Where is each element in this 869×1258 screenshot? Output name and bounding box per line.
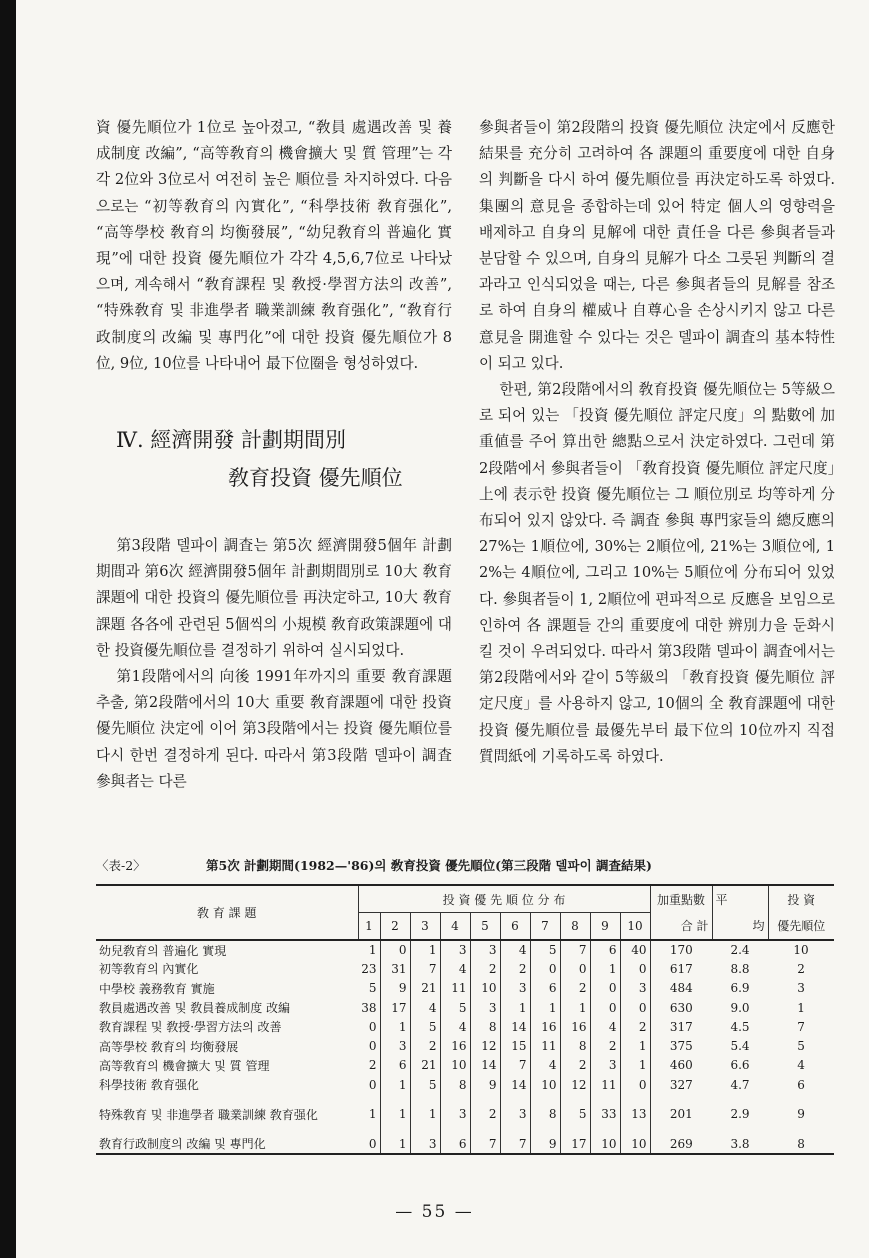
table-row — [96, 959, 834, 978]
average: 2.9 — [730, 1107, 750, 1122]
table-row — [96, 1075, 834, 1094]
dist-cell: 2 — [620, 1017, 650, 1036]
dist-cell: 1 — [560, 998, 590, 1017]
header-rank-7: 7 — [530, 913, 560, 941]
weighted-total: 630 — [669, 1000, 693, 1015]
dist-cell: 0 — [358, 1075, 380, 1094]
dist-cell: 7 — [500, 1056, 530, 1075]
average: 8.8 — [730, 961, 750, 976]
dist-cell: 3 — [470, 998, 500, 1017]
right-text-column — [479, 115, 835, 770]
dist-cell: 13 — [620, 1094, 650, 1134]
row-subject: 中學校 義務敎育 實施 — [99, 981, 215, 996]
dist-cell: 11 — [590, 1075, 620, 1094]
dist-cell: 14 — [500, 1017, 530, 1036]
dist-cell: 6 — [380, 1056, 410, 1075]
dist-cell: 14 — [500, 1075, 530, 1094]
dist-cell: 23 — [358, 959, 380, 978]
weighted-total: 460 — [669, 1058, 693, 1073]
dist-cell: 1 — [530, 998, 560, 1017]
weighted-total: 269 — [650, 1134, 712, 1153]
right-paragraph-1: 參與者들이 第2段階의 投資 優先順位 決定에서 反應한 結果를 充分히 고려하여 各 課題의 重要度에 대한 自身의 判斷을 다시 하여 優先順位를 再決定하도록 하였다. 集團의 意見을 종합하는데 있어 特定 個人의 영향력을 배제하고 自身의 見解에 대한 責任을 다른 參與者들과 분담할 수 있으며, 自身의 見解가 다소 그릇된 判斷의 결과라고 인식되었을 때는, 다른 參與者들의 見解를 참조로 하여 自身의 權威나 自尊心을 손상시키지 않고 다른 意見을 開進할 수 있다는 것은 델파이 調査의 基本特性이 되고 있다. — [479, 119, 835, 372]
dist-cell: 4 — [440, 959, 470, 978]
weighted-total: 484 — [669, 981, 693, 996]
dist-cell: 21 — [410, 1056, 440, 1075]
dist-cell: 1 — [380, 1094, 410, 1134]
row-subject: 高等敎育의 機會擴大 및 質 管理 — [99, 1058, 270, 1073]
dist-cell: 5 — [560, 1094, 590, 1134]
table-tag: 〈表-2〉 — [96, 858, 146, 873]
dist-cell: 10 — [440, 1056, 470, 1075]
dist-cell: 1 — [410, 1094, 440, 1134]
row-subject: 幼兒敎育의 普遍化 實現 — [99, 943, 227, 958]
average: 2.4 — [730, 943, 750, 958]
dist-cell: 17 — [560, 1134, 590, 1153]
dist-cell: 2 — [470, 1094, 500, 1134]
header-rank-9: 9 — [590, 913, 620, 941]
dist-cell: 3 — [440, 940, 470, 959]
dist-cell: 4 — [500, 940, 530, 959]
table-row — [96, 940, 834, 959]
priority-table — [96, 884, 834, 1155]
dist-cell: 14 — [470, 1056, 500, 1075]
dist-cell: 7 — [470, 1134, 500, 1153]
dist-cell: 5 — [530, 940, 560, 959]
weighted-total: 327 — [669, 1077, 693, 1092]
dist-cell: 6 — [530, 979, 560, 998]
row-subject: 敎員處遇改善 및 敎員養成制度 改編 — [99, 1001, 291, 1016]
dist-cell: 9 — [530, 1134, 560, 1153]
dist-cell: 3 — [620, 979, 650, 998]
dist-cell: 7 — [560, 940, 590, 959]
dist-cell: 1 — [380, 1017, 410, 1036]
average: 9.0 — [730, 1000, 750, 1015]
header-rank-2: 2 — [380, 913, 410, 941]
dist-cell: 7 — [500, 1134, 530, 1153]
table-caption — [96, 856, 836, 874]
dist-cell: 1 — [590, 959, 620, 978]
dist-cell: 0 — [590, 979, 620, 998]
dist-cell: 2 — [500, 959, 530, 978]
dist-cell: 1 — [358, 940, 380, 959]
dist-cell: 6 — [590, 940, 620, 959]
header-average-top: 平 — [712, 885, 768, 913]
row-subject: 初等敎育의 內實化 — [99, 962, 199, 977]
priority-rank: 6 — [797, 1077, 805, 1092]
table-row — [96, 1036, 834, 1055]
left-paragraph-1: 資 優先順位가 1位로 높아졌고, “敎員 處遇改善 및 養成制度 改編”, “高等敎育의 機會擴大 및 質 管理”는 각각 2位와 3位로서 여전히 높은 順位를 차지하였다. 다음으로는 “初等敎育의 內實化”, “科學技術 敎育强化”, “高等學校 敎育의 均衡發展”, “幼兒敎育의 普遍化 實現”에 대한 投資 優先順位가 각각 4,5,6,7位로 나타났으며, 계속해서 “敎育課程 및 敎授·學習方法의 改善”, “特殊敎育 및 非進學者 職業訓練 敎育强化”, “敎育行政制度의 改編 및 專門化”에 대한 投資 優先順位가 8位, 9位, 10位를 나타내어 最下位圈을 형성하였다. — [96, 119, 452, 372]
row-subject: 科學技術 敎育强化 — [99, 1078, 199, 1093]
dist-cell: 16 — [530, 1017, 560, 1036]
dist-cell: 1 — [500, 998, 530, 1017]
priority-rank: 9 — [797, 1107, 805, 1122]
dist-cell: 2 — [590, 1036, 620, 1055]
average: 3.8 — [712, 1134, 768, 1153]
dist-cell: 31 — [380, 959, 410, 978]
priority-rank: 4 — [797, 1058, 805, 1073]
average: 4.5 — [730, 1019, 750, 1034]
priority-rank: 5 — [797, 1039, 805, 1054]
row-subject: 敎育行政制度의 改編 및 專門化 — [96, 1134, 358, 1153]
dist-cell: 4 — [590, 1017, 620, 1036]
priority-rank: 8 — [768, 1134, 834, 1153]
weighted-total: 170 — [669, 943, 693, 958]
header-rank-1: 1 — [358, 913, 380, 941]
dist-cell: 21 — [410, 979, 440, 998]
dist-cell: 5 — [358, 979, 380, 998]
dist-cell: 10 — [620, 1134, 650, 1153]
dist-cell: 0 — [620, 959, 650, 978]
average: 6.9 — [730, 981, 750, 996]
table-header-row-1 — [96, 885, 834, 913]
dist-cell: 33 — [590, 1094, 620, 1134]
left-paragraph-2: 第3段階 델파이 調査는 第5次 經濟開發5個年 計劃期間과 第6次 經濟開發5個年 計劃期間別로 10大 敎育課題에 대한 投資의 優先順位를 再決定하고, 10大 敎育課題 各各에 관련된 5個씩의 小規模 敎育政策課題에 대한 投資優先順位를 결정하기 위하여 실시되었다. — [96, 537, 452, 659]
priority-rank: 1 — [797, 1000, 805, 1015]
dist-cell: 0 — [358, 1017, 380, 1036]
header-weighted-bottom: 合 計 — [650, 913, 712, 941]
header-priority-bottom: 優先順位 — [768, 913, 834, 941]
dist-cell: 3 — [500, 979, 530, 998]
header-rank-6: 6 — [500, 913, 530, 941]
dist-cell: 1 — [380, 1134, 410, 1153]
row-subject: 特殊敎育 및 非進學者 職業訓練 敎育强化 — [99, 1107, 318, 1122]
right-paragraph-2: 한편, 第2段階에서의 敎育投資 優先順位는 5等級으로 되어 있는 「投資 優先順位 評定尺度」의 點數에 加重値를 주어 算出한 總點으로서 決定하였다. 그런데 第2段階에서 參與者들이 「敎育投資 優先順位 評定尺度」上에 表示한 投資 優先順位는 그 順位別로 均等하게 分布되어 있지 않았다. 즉 調査 參與 專門家들의 總反應의 27%는 1順位에, 30%는 2順位에, 21%는 3順位에, 12%는 4順位에, 그리고 10%는 5順位에 分布되어 있었다. 參與者들이 1, 2順位에 편파적으로 反應을 보임으로 인하여 各 課題들 간의 重要度에 대한 辨別力을 둔화시킬 것이 우려되었다. 따라서 第3段階 델파이 調査에서는 第2段階에서와 같이 5等級의 「敎育投資 優先順位 評定尺度」를 사용하지 않고, 10個의 全 敎育課題에 대한 投資 優先順位를 最優先부터 最下位의 10位까지 직접 質問紙에 기록하도록 하였다. — [479, 381, 835, 765]
dist-cell: 0 — [358, 1036, 380, 1055]
table-row — [96, 1017, 834, 1036]
table-row — [96, 979, 834, 998]
table-body — [96, 940, 834, 1154]
dist-cell: 8 — [560, 1036, 590, 1055]
dist-cell: 2 — [560, 979, 590, 998]
table-row — [96, 1134, 834, 1153]
page-binding-edge — [0, 0, 16, 1258]
row-subject: 高等學校 敎育의 均衡發展 — [99, 1039, 239, 1054]
dist-cell: 3 — [380, 1036, 410, 1055]
dist-cell: 3 — [470, 940, 500, 959]
dist-cell: 4 — [410, 998, 440, 1017]
dist-cell: 3 — [590, 1056, 620, 1075]
dist-cell: 6 — [440, 1134, 470, 1153]
header-rank-8: 8 — [560, 913, 590, 941]
dist-cell: 0 — [560, 959, 590, 978]
dist-cell: 0 — [620, 1075, 650, 1094]
section-title-line-2: 敎育投資 優先順位 — [228, 466, 403, 491]
dist-cell: 1 — [620, 1056, 650, 1075]
weighted-total: 201 — [669, 1107, 693, 1122]
dist-cell: 9 — [470, 1075, 500, 1094]
dist-cell: 2 — [470, 959, 500, 978]
dist-cell: 5 — [410, 1017, 440, 1036]
dist-cell: 9 — [380, 979, 410, 998]
dist-cell: 1 — [358, 1094, 380, 1134]
table-title: 第5次 計劃期間(1982—'86)의 敎育投資 優先順位(第三段階 델파이 調査結果) — [206, 858, 652, 873]
dist-cell: 4 — [530, 1056, 560, 1075]
dist-cell: 12 — [470, 1036, 500, 1055]
header-rank-3: 3 — [410, 913, 440, 941]
dist-cell: 0 — [380, 940, 410, 959]
dist-cell: 10 — [590, 1134, 620, 1153]
page-number: — 55 — — [395, 1202, 474, 1222]
priority-rank: 2 — [797, 961, 805, 976]
dist-cell: 4 — [440, 1017, 470, 1036]
dist-cell: 11 — [440, 979, 470, 998]
dist-cell: 17 — [380, 998, 410, 1017]
dist-cell: 1 — [380, 1075, 410, 1094]
dist-cell: 0 — [358, 1134, 380, 1153]
dist-cell: 0 — [530, 959, 560, 978]
weighted-total: 375 — [669, 1039, 693, 1054]
table-row — [96, 998, 834, 1017]
header-average-bottom: 均 — [712, 913, 768, 941]
dist-cell: 8 — [530, 1094, 560, 1134]
weighted-total: 617 — [669, 961, 693, 976]
header-rank-4: 4 — [440, 913, 470, 941]
dist-cell: 8 — [440, 1075, 470, 1094]
average: 5.4 — [730, 1039, 750, 1054]
dist-cell: 38 — [358, 998, 380, 1017]
dist-cell: 5 — [410, 1075, 440, 1094]
section-heading — [96, 421, 452, 497]
dist-cell: 5 — [440, 998, 470, 1017]
dist-cell: 10 — [530, 1075, 560, 1094]
header-subject: 敎 育 課 題 — [96, 885, 358, 940]
dist-cell: 2 — [560, 1056, 590, 1075]
header-distribution: 投 資 優 先 順 位 分 布 — [358, 885, 650, 913]
dist-cell: 3 — [440, 1094, 470, 1134]
dist-cell: 3 — [500, 1094, 530, 1134]
priority-rank: 7 — [797, 1019, 805, 1034]
dist-cell: 8 — [470, 1017, 500, 1036]
dist-cell: 1 — [410, 940, 440, 959]
header-rank-10: 10 — [620, 913, 650, 941]
dist-cell: 12 — [560, 1075, 590, 1094]
priority-rank: 10 — [793, 943, 809, 958]
dist-cell: 3 — [410, 1134, 440, 1153]
dist-cell: 2 — [410, 1036, 440, 1055]
dist-cell: 15 — [500, 1036, 530, 1055]
header-priority-top: 投 資 — [768, 885, 834, 913]
dist-cell: 0 — [620, 998, 650, 1017]
header-weighted-top: 加重點數 — [650, 885, 712, 913]
weighted-total: 317 — [669, 1019, 693, 1034]
dist-cell: 2 — [358, 1056, 380, 1075]
dist-cell: 1 — [620, 1036, 650, 1055]
average: 4.7 — [730, 1077, 750, 1092]
left-text-column — [96, 115, 452, 795]
left-paragraph-3: 第1段階에서의 向後 1991年까지의 重要 敎育課題 추출, 第2段階에서의 10大 重要 敎育課題에 대한 投資 優先順位 決定에 이어 第3段階에서는 投資 優先順位를 다시 한번 결정하게 된다. 따라서 第3段階 델파이 調査 參與者는 다른 — [96, 668, 452, 790]
dist-cell: 11 — [530, 1036, 560, 1055]
dist-cell: 16 — [560, 1017, 590, 1036]
dist-cell: 7 — [410, 959, 440, 978]
section-title-line-1: Ⅳ. 經濟開發 計劃期間別 — [116, 428, 347, 453]
priority-rank: 3 — [797, 981, 805, 996]
table-row — [96, 1056, 834, 1075]
average: 6.6 — [730, 1058, 750, 1073]
row-subject: 敎育課程 및 敎授·學習方法의 改善 — [99, 1020, 282, 1035]
dist-cell: 40 — [620, 940, 650, 959]
dist-cell: 10 — [470, 979, 500, 998]
dist-cell: 0 — [590, 998, 620, 1017]
dist-cell: 16 — [440, 1036, 470, 1055]
table-row — [96, 1094, 834, 1134]
header-rank-5: 5 — [470, 913, 500, 941]
